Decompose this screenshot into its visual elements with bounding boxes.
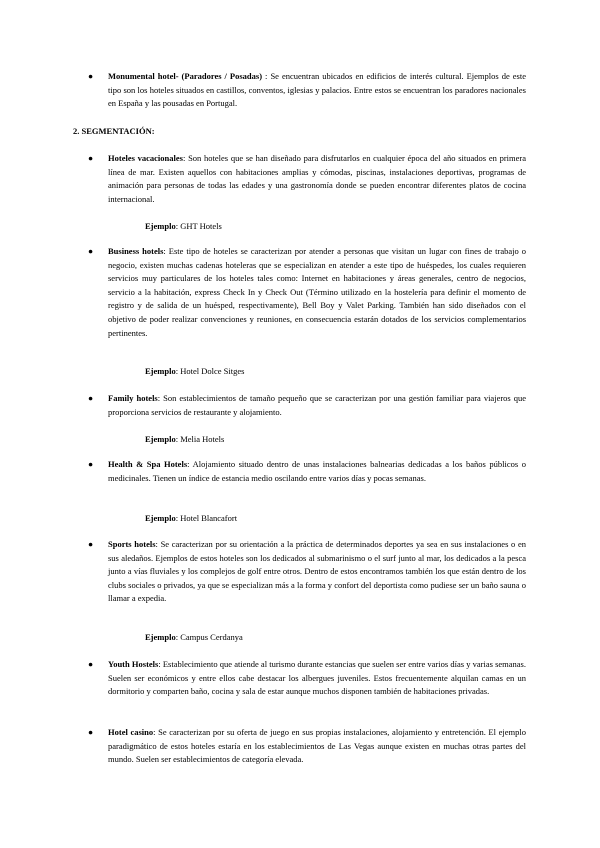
example-label: Ejemplo bbox=[145, 434, 176, 444]
bullet-lead: Business hotels bbox=[108, 246, 164, 256]
bullet-icon: ● bbox=[88, 659, 94, 669]
section-title: 2. SEGMENTACIÓN: bbox=[73, 126, 155, 136]
bullet-lead: Youth Hostels bbox=[108, 659, 159, 669]
bullet-icon: ● bbox=[88, 246, 94, 256]
bullet-lead: Sports hotels bbox=[108, 539, 156, 549]
bullet-lead: Health & Spa Hotels bbox=[108, 459, 188, 469]
bullet-text: : Establecimiento que atiende al turismo durante estancias que suelen ser entre varios días y varias semanas. Suelen ser económicos y entre ellos cabe destacar los albergues juveniles. Estos frecuentemente alquilan camas en un dormitorio y comparten baño, cocina y sala de estar aunque muchos disponen también de habitaciones privadas. bbox=[108, 659, 526, 697]
example-label: Ejemplo bbox=[145, 632, 176, 642]
bullet-text: : Este tipo de hoteles se caracterizan por atender a personas que visitan un lugar con fines de trabajo o negocio, existen muchas cadenas hoteleras que se especializan en atender a este tipo de huéspedes, los cuales requieren servicios muy particulares de los hoteles tales como: Internet en habitaciones y áreas generales, centro de negocios, servicio a la habitación, express Check In y Check Out (Término utilizado en la hostelería para definir el momento de registro y de salida de un huésped, respectivamente), Bell Boy y Valet Parking. También han sido diseñados con el objetivo de poder realizar convenciones y reuniones, en consecuencia estarán dotados de los servicios complementarios pertinentes. bbox=[108, 246, 526, 338]
bullet-text: Se encuentran ubicados en edificios de interés cultural. Ejemplos de este tipo son los hoteles situados en castillos, conventos, iglesias y palacios. Entre estos se encuentran los paradores nacionales en España y las pousadas en Portugal. bbox=[108, 71, 526, 109]
bullet-icon: ● bbox=[88, 153, 94, 163]
bullet-lead: Family hotels bbox=[108, 393, 158, 403]
bullet-lead: Monumental hotel- (Paradores / Posadas) bbox=[108, 71, 263, 81]
example-value: : Hotel Dolce Sitges bbox=[175, 366, 245, 376]
example-label: Ejemplo bbox=[145, 513, 176, 523]
example-value: : Hotel Blancafort bbox=[175, 513, 238, 523]
bullet-separator: : bbox=[262, 71, 271, 81]
bullet-icon: ● bbox=[88, 71, 94, 81]
bullet-hotel-casino bbox=[88, 726, 526, 767]
example-label: Ejemplo bbox=[145, 366, 176, 376]
bullet-icon: ● bbox=[88, 459, 94, 469]
example-value: : Melia Hotels bbox=[175, 434, 225, 444]
bullet-icon: ● bbox=[88, 393, 94, 403]
bullet-text: : Alojamiento situado dentro de unas instalaciones balnearias dedicadas a los baños públicos o medicinales. Tienen un índice de estancia medio oscilando entre varios días y pocas semanas. bbox=[108, 459, 526, 483]
example-value: : Campus Cerdanya bbox=[175, 632, 243, 642]
example-label: Ejemplo bbox=[145, 221, 176, 231]
bullet-business-hotels bbox=[88, 245, 526, 340]
bullet-youth-hostels bbox=[88, 658, 526, 699]
bullet-monumental-hotel bbox=[88, 70, 526, 111]
bullet-icon: ● bbox=[88, 727, 94, 737]
example-line bbox=[145, 365, 244, 379]
example-line bbox=[145, 433, 224, 447]
bullet-lead: Hotel casino bbox=[108, 727, 154, 737]
example-line bbox=[145, 512, 237, 526]
bullet-icon: ● bbox=[88, 539, 94, 549]
bullet-text: : Se caracterizan por su orientación a la práctica de determinados deportes ya sea en sus instalaciones o en sus aledaños. Ejemplos de estos hoteles son los dedicados al submarinismo o el surf junto al mar, los dedicados a la pesca junto a vías fluviales y los complejos de golf entre otros. Dentro de estos encontramos también los que están dentro de los clubs sociales o privados, ya que se especializan más a la forma y confort del deportista como pudiese ser un baño sauna o llamar a expedia. bbox=[108, 539, 526, 604]
bullet-text: : Son hoteles que se han diseñado para disfrutarlos en cualquier época del año situados en primera línea de mar. Existen aquellos con habitaciones amplias y cómodas, piscinas, instalaciones deportivas, programas de animación para personas de todas las edades y una gastronomía donde se pueden encontrar diferentes platos de cocina internacional. bbox=[108, 153, 526, 204]
bullet-text: : Se caracterizan por su oferta de juego en sus propias instalaciones, alojamiento y entretención. El ejemplo paradigmático de estos hoteles estaría en los establecimientos de Las Vegas aunque existen en muchas otras partes del mundo. Suelen ser establecimientos de categoría elevada. bbox=[108, 727, 526, 765]
bullet-sports-hotels bbox=[88, 538, 526, 606]
bullet-text: : Son establecimientos de tamaño pequeño que se caracterizan por una gestión familiar para viajeros que proporciona servicios de restaurante y alojamiento. bbox=[108, 393, 526, 417]
bullet-family-hotels bbox=[88, 392, 526, 419]
example-value: : GHT Hotels bbox=[175, 221, 222, 231]
bullet-hoteles-vacacionales bbox=[88, 152, 526, 206]
example-line bbox=[145, 220, 222, 234]
example-line bbox=[145, 631, 243, 645]
bullet-health-spa-hotels bbox=[88, 458, 526, 485]
bullet-lead: Hoteles vacacionales bbox=[108, 153, 183, 163]
